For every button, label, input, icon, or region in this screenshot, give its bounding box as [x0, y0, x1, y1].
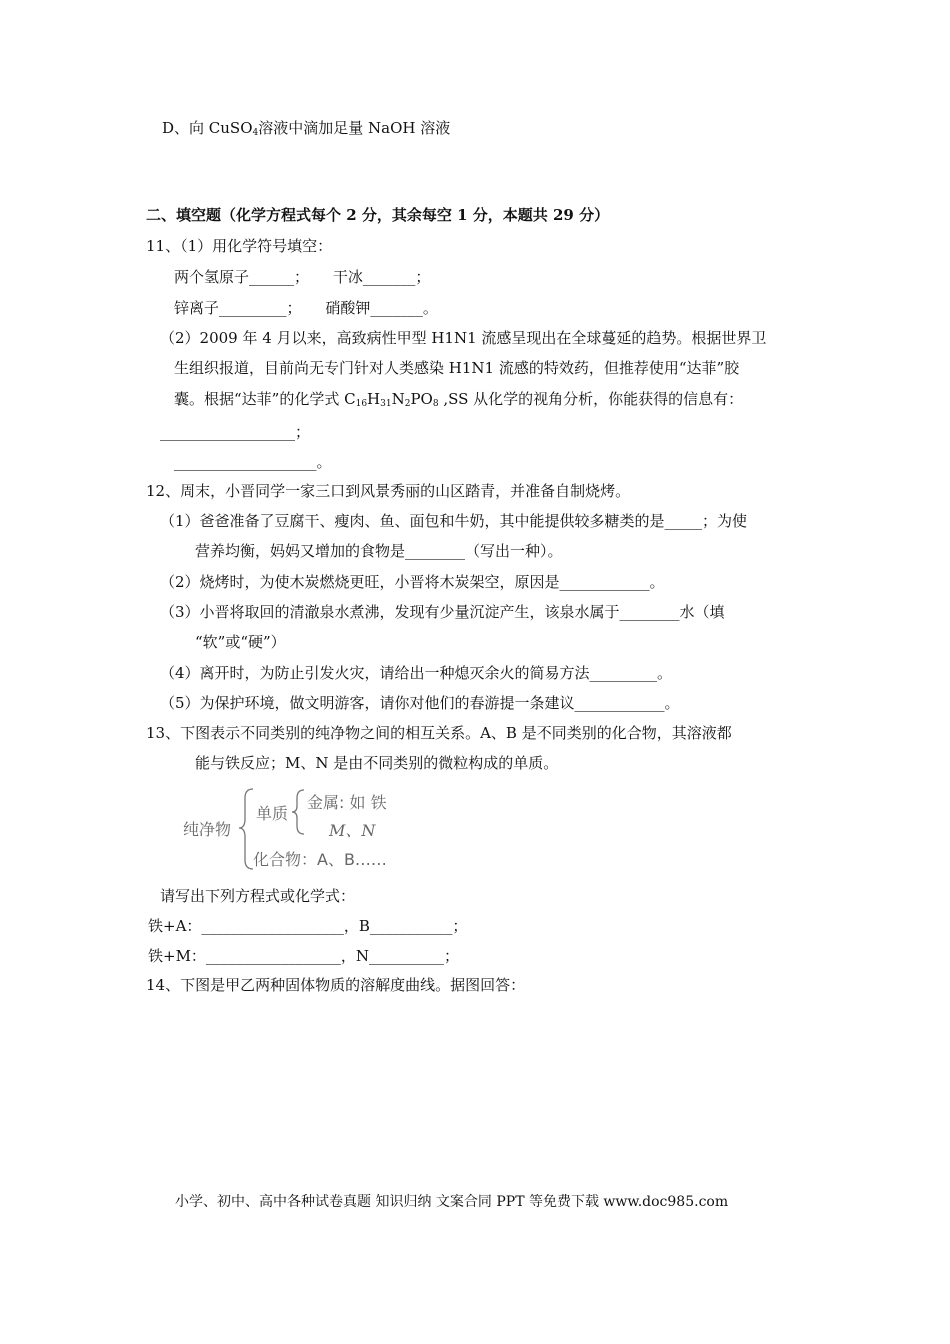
- formula-text: N: [391, 390, 405, 408]
- subscript: 8: [432, 399, 439, 409]
- subscript: 2: [404, 399, 411, 409]
- q11-part2-line3: [174, 389, 743, 409]
- q11-part2-line2: 生组织报道，目前尚无专门针对人类感染 H1N1 流感的特效药，但推荐使用“达菲”胶: [174, 359, 740, 377]
- formula-text: PO: [410, 390, 433, 408]
- diagram-mn: M、N: [329, 821, 376, 840]
- diagram-elemental: 单质: [256, 804, 289, 823]
- section-title: 二、填空题（化学方程式每个 2 分，其余每空 1 分，本题共 29 分）: [146, 206, 610, 224]
- q11-answer-blank-1[interactable]: __________________；: [160, 423, 311, 441]
- formula-text: 囊。根据“达菲”的化学式 C: [174, 390, 356, 408]
- q13-row-a[interactable]: 铁+A：___________________，B___________；: [148, 917, 468, 935]
- subscript: 4: [252, 128, 259, 138]
- q14-intro: 14、下图是甲乙两种固体物质的溶解度曲线。据图回答：: [146, 976, 526, 994]
- q12-part1-line2: 营养均衡，妈妈又增加的食物是________（写出一种）。: [195, 542, 563, 560]
- q13-prompt: 请写出下列方程式或化学式：: [160, 887, 356, 905]
- q12-part5: （5）为保护环境，做文明游客，请你对他们的春游提一条建议____________。: [160, 694, 680, 712]
- q12-part1-line1: （1）爸爸准备了豆腐干、瘦肉、鱼、面包和牛奶，其中能提供较多糖类的是_____；为使: [160, 512, 748, 530]
- diagram-root: 纯净物: [183, 820, 232, 839]
- q12-part3-line1: （3）小晋将取回的清澈泉水煮沸，发现有少量沉淀产生，该泉水属于________水（填: [160, 603, 725, 621]
- q12-intro: 12、周末，小晋同学一家三口到风景秀丽的山区踏青，并准备自制烧烤。: [146, 482, 631, 500]
- q12-part4: （4）离开时，为防止引发火灾，请给出一种熄灭余火的简易方法_________。: [160, 664, 673, 682]
- q13-line2: 能与铁反应；M、N 是由不同类别的微粒构成的单质。: [195, 754, 559, 772]
- diagram-metal: 金属: 如 铁: [307, 793, 387, 812]
- q11-part2-line1: （2）2009 年 4 月以来，高致病性甲型 H1N1 流感呈现出在全球蔓延的趋势。根据世界卫: [160, 329, 767, 347]
- q11-row1: 两个氢原子______； 干冰_______；: [174, 268, 431, 286]
- formula-text: H: [367, 390, 381, 408]
- q11-answer-blank-2[interactable]: ___________________。: [174, 453, 332, 471]
- q11-row2: 锌离子_________； 硝酸钾_______。: [174, 299, 438, 317]
- q11-intro: 11、（1）用化学符号填空：: [146, 237, 333, 255]
- option-d-text: D、向 CuSO: [162, 119, 253, 137]
- option-d-text-suffix: 溶液中滴加足量 NaOH 溶液: [258, 119, 451, 137]
- q12-part2: （2）烧烤时，为使木炭燃烧更旺，小晋将木炭架空，原因是____________。: [160, 573, 665, 591]
- subscript: 31: [380, 399, 392, 409]
- page-footer: 小学、初中、高中各种试卷真题 知识归纳 文案合同 PPT 等免费下载 www.doc985.com: [175, 1194, 729, 1210]
- classification-diagram: [183, 786, 423, 872]
- q12-part3-line2: “软”或“硬”）: [195, 633, 286, 651]
- q13-row-m[interactable]: 铁+M：__________________，N__________；: [148, 947, 460, 965]
- q13-line1: 13、下图表示不同类别的纯净物之间的相互关系。A、B 是不同类别的化合物，其溶液都: [146, 724, 732, 742]
- q10-option-d: [162, 118, 450, 138]
- formula-text: ,SS 从化学的视角分析，你能获得的信息有：: [438, 390, 744, 408]
- diagram-compound: 化合物：A、B……: [253, 850, 387, 869]
- subscript: 16: [355, 399, 368, 409]
